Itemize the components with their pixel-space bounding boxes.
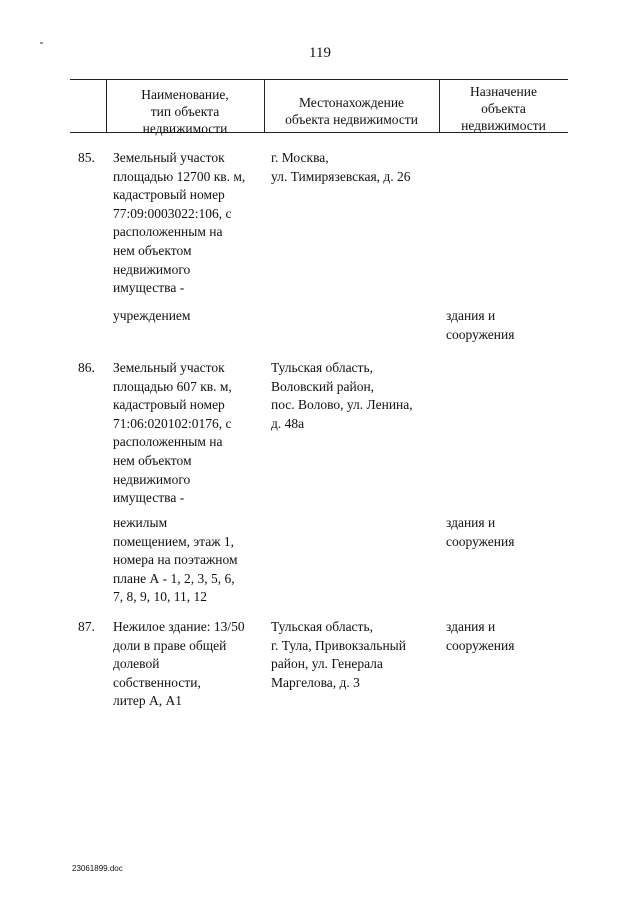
row-sub-name: нежилым помещением, этаж 1, номера на поэтажном плане А - 1, 2, 3, 5, 6, 7, 8, 9, 10, 11, 12 — [113, 515, 238, 605]
page-number: 119 — [309, 45, 331, 61]
row-name: Земельный участок площадью 607 кв. м, кадастровый номер 71:06:020102:0176, с расположенным на нем объектом недвижимого имущества - — [113, 360, 232, 506]
margin-mark — [40, 42, 43, 44]
row-number: 86. — [78, 360, 95, 375]
header-name: Наименование, тип объекта недвижимости — [141, 87, 229, 136]
row-location: г. Москва, ул. Тимирязевская, д. 26 — [271, 150, 411, 184]
header-purpose: Назначение объекта недвижимости — [461, 84, 546, 133]
row-purpose: здания и сооружения — [446, 619, 515, 653]
row-location: Тульская область, Воловский район, пос. Волово, ул. Ленина, д. 48а — [271, 360, 413, 431]
row-location: Тульская область, г. Тула, Привокзальный район, ул. Генерала Маргелова, д. 3 — [271, 619, 406, 690]
row-sub-purpose: здания и сооружения — [446, 515, 515, 549]
header-location: Местонахождение объекта недвижимости — [285, 95, 418, 127]
row-sub-purpose: здания и сооружения — [446, 308, 515, 342]
row-name: Нежилое здание: 13/50 доли в праве общей долевой собственности, литер А, А1 — [113, 619, 245, 709]
footer-filename: 23061899.doc — [72, 864, 123, 873]
row-sub-name: учреждением — [113, 308, 191, 323]
row-number: 87. — [78, 619, 95, 634]
row-name: Земельный участок площадью 12700 кв. м, кадастровый номер 77:09:0003022:106, с расположенным на нем объектом недвижимого имущества - — [113, 150, 246, 296]
row-number: 85. — [78, 150, 95, 165]
header-top-rule — [70, 79, 568, 80]
